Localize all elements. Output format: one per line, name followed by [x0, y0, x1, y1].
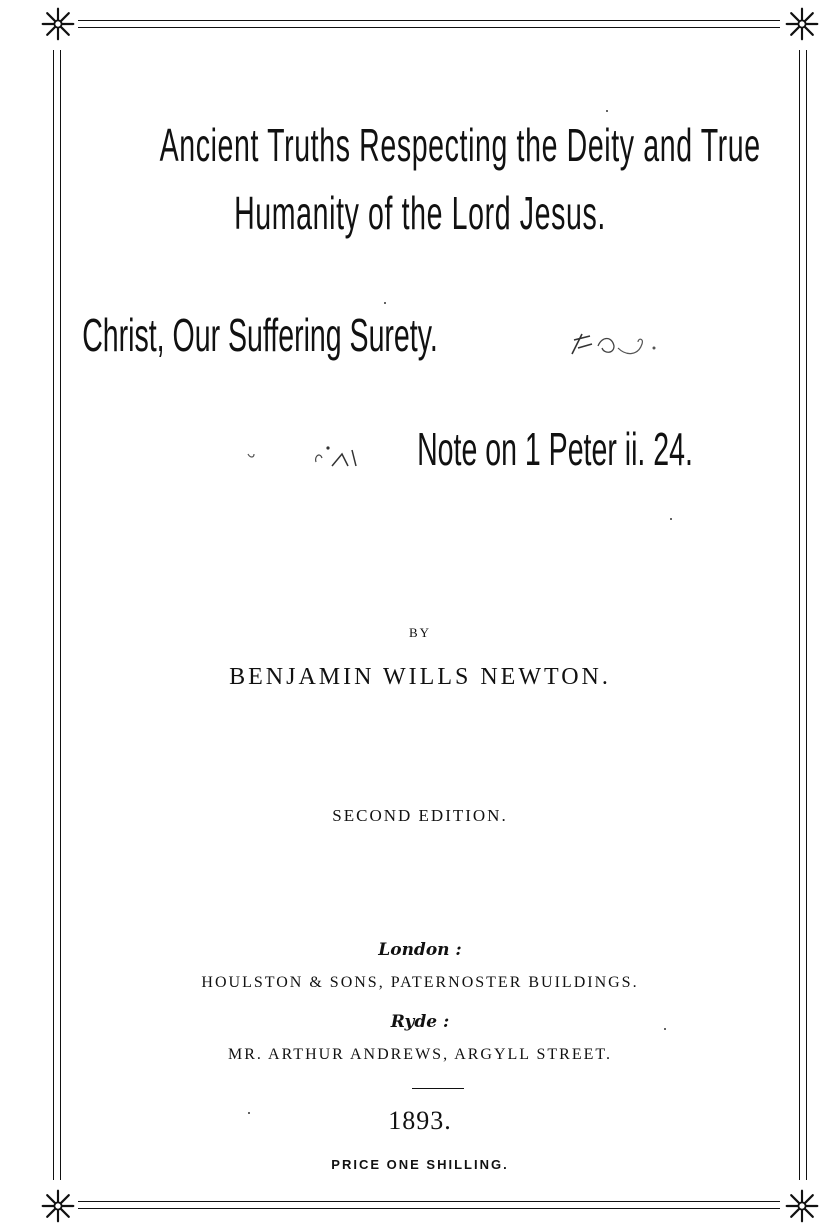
london-label: London : — [378, 940, 462, 960]
price-label: PRICE ONE SHILLING. — [331, 1157, 509, 1172]
publication-year: 1893. — [388, 1106, 452, 1135]
ryde-agent: MR. ARTHUR ANDREWS, ARGYLL STREET. — [228, 1046, 612, 1063]
subtitle-suffering-surety: Christ, Our Suffering Surety. — [82, 309, 438, 361]
flourish-icon — [568, 326, 688, 360]
title-line-1: Ancient Truths Respecting the Deity and True — [159, 119, 761, 171]
corner-ornament-icon — [38, 1186, 78, 1226]
ryde-label: Ryde : — [390, 1012, 450, 1032]
title-line-2: Humanity of the Lord Jesus. — [234, 187, 606, 239]
corner-ornament-icon — [782, 4, 822, 44]
divider — [412, 1088, 464, 1089]
flourish-icon — [244, 440, 374, 470]
by-label: BY — [408, 625, 432, 640]
london-publisher: HOULSTON & SONS, PATERNOSTER BUILDINGS. — [201, 974, 639, 991]
corner-ornament-icon — [38, 4, 78, 44]
author-name: BENJAMIN WILLS NEWTON. — [229, 664, 611, 690]
edition-label: SECOND EDITION. — [332, 806, 508, 825]
subtitle-peter-note: Note on 1 Peter ii. 24. — [417, 423, 693, 475]
corner-ornament-icon — [782, 1186, 822, 1226]
